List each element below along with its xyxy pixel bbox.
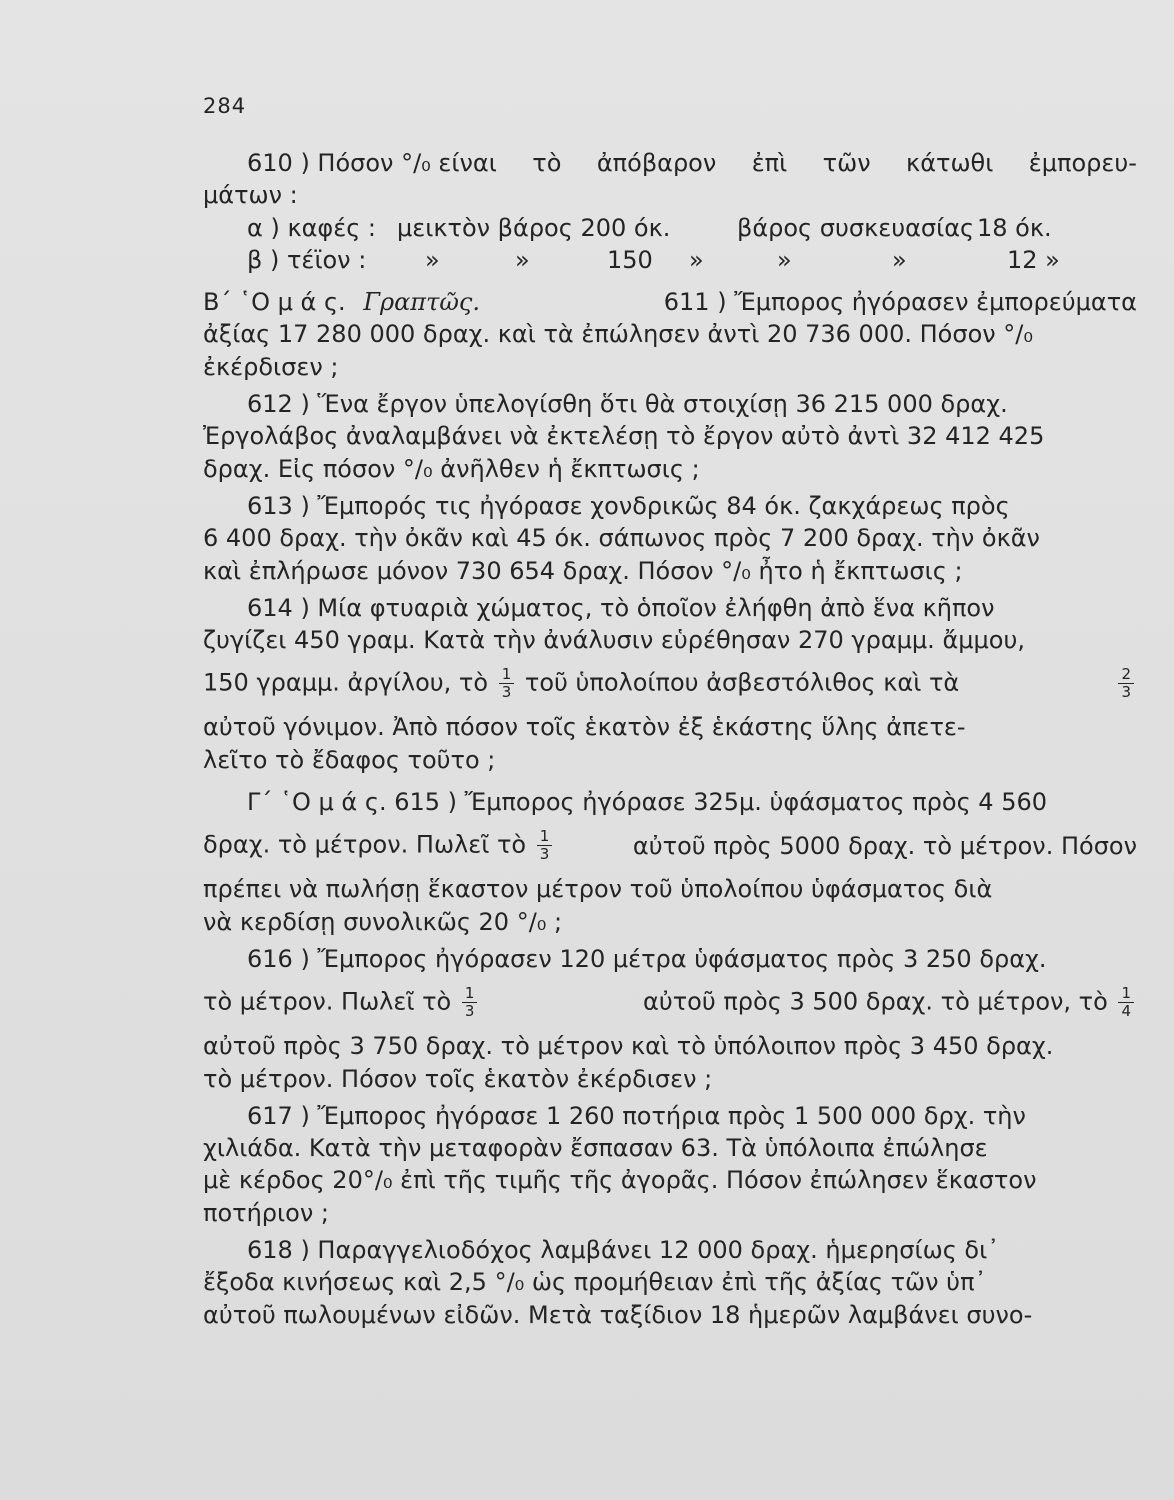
p611-line-2: ἀξίας 17 280 000 δραχ. καὶ τὰ ἐπώλησεν ἀντὶ 20 736 000. Πόσον °/₀ bbox=[203, 320, 1033, 349]
p614-line-4: αὐτοῦ γόνιμον. Ἀπὸ πόσον τοῖς ἑκατὸν ἐξ ἑκάστης ὕλης ἀπετε- bbox=[203, 713, 966, 742]
page-number: 284 bbox=[203, 94, 247, 118]
group-b-mode: Γραπτῶς. bbox=[363, 288, 480, 317]
fraction-one-third: $\frac{1}{3}$ bbox=[499, 666, 515, 701]
p616-line-3: αὐτοῦ πρὸς 3 750 δραχ. τὸ μέτρον καὶ τὸ ὑπόλοιπον πρὸς 3 450 δραχ. bbox=[203, 1032, 1054, 1061]
p614-line-1: 614 ) Μία φτυαριὰ χώματος, τὸ ὁποῖον ἐλήφθη ἀπὸ ἕνα κῆπον bbox=[247, 593, 995, 622]
fraction-one-quarter: $\frac{1}{4}$ bbox=[1118, 985, 1134, 1020]
group-c-line-3: πρέπει νὰ πωλήσῃ ἕκαστον μέτρον τοῦ ὑπολοίπου ὑφάσματος διὰ bbox=[203, 875, 993, 904]
p613-line-2: 6 400 δραχ. τὴν ὀκᾶν καὶ 45 όκ. σάπωνος πρὸς 7 200 δραχ. τὴν ὀκᾶν bbox=[203, 524, 1040, 553]
p617-line-4: ποτήριον ; bbox=[203, 1198, 329, 1227]
group-c-line-2: δραχ. τὸ μέτρον. Πωλεῖ τὸ $\frac{1}{3}$ αὐτοῦ πρὸς 5000 δραχ. τὸ μέτρον. Πόσον bbox=[203, 827, 1137, 864]
group-c-line-4: νὰ κερδίσῃ συνολικῶς 20 °/₀ ; bbox=[203, 907, 563, 936]
fraction-one-third: $\frac{1}{3}$ bbox=[537, 828, 553, 863]
p614-line-5: λεῖτο τὸ ἔδαφος τοῦτο ; bbox=[203, 745, 496, 774]
p611-line-3: ἐκέρδισεν ; bbox=[203, 352, 339, 381]
group-b-line-1: Β΄ ῾Ο μ ά ς. Γραπτῶς. 611 ) Ἔμπορος ἠγόρασεν ἐμπορεύματα bbox=[203, 288, 1137, 317]
p612-line-2: Ἐργολάβος ἀναλαμβάνει νὰ ἐκτελέσῃ τὸ ἔργον αὐτὸ ἀντὶ 32 412 425 bbox=[203, 422, 1045, 451]
p612-line-1: 612 ) Ἕνα ἔργον ὑπελογίσθη ὅτι θὰ στοιχίσῃ 36 215 000 δραχ. bbox=[247, 390, 1008, 419]
p614-line-3: 150 γραμμ. ἀργίλου, τὸ $\frac{1}{3}$ τοῦ ὑπολοίπου ἀσβεστόλιθος καὶ τὰ $\frac{2}{3}$ bbox=[203, 656, 1137, 711]
p617-line-3: μὲ κέρδος 20°/₀ ἐπὶ τῆς τιμῆς τῆς ἀγορᾶς. Πόσον ἐπώλησεν ἕκαστον bbox=[203, 1166, 1037, 1195]
p613-line-3: καὶ ἐπλήρωσε μόνον 730 654 δραχ. Πόσον °/₀ ἦτο ἡ ἔκπτωσις ; bbox=[203, 556, 963, 585]
p610-row-b: β ) τέϊον : » » 150 » » » 12 » bbox=[247, 245, 1060, 274]
p610-line-1: 610 ) Πόσον °/₀ είναι τὸ ἀπόβαρον ἐπὶ τῶν κάτωθι ἐμπορευ- bbox=[247, 149, 1137, 177]
fraction-one-third: $\frac{1}{3}$ bbox=[462, 985, 478, 1020]
p610-line-2: μάτων : bbox=[203, 181, 298, 210]
p617-line-2: χιλιάδα. Κατὰ τὴν μεταφορὰν ἔσπασαν 63. Τὰ ὑπόλοιπα ἐπώλησε bbox=[203, 1134, 988, 1163]
p616-line-2: τὸ μέτρον. Πωλεῖ τὸ $\frac{1}{3}$ αὐτοῦ πρὸς 3 500 δραχ. τὸ μέτρον, τὸ $\frac{1}{4}$ bbox=[203, 975, 1137, 1030]
p616-line-4: τὸ μέτρον. Πόσον τοῖς ἑκατὸν ἐκέρδισεν ; bbox=[203, 1064, 713, 1093]
group-b-heading: Β΄ ῾Ο μ ά ς. bbox=[203, 288, 346, 317]
p612-line-3: δραχ. Εἰς πόσον °/₀ ἀνῆλθεν ἡ ἔκπτωσις ; bbox=[203, 454, 700, 483]
fraction-two-thirds: $\frac{2}{3}$ bbox=[1118, 666, 1134, 701]
p614-line-2: ζυγίζει 450 γραμ. Κατὰ τὴν ἀνάλυσιν εὑρέθησαν 270 γραμμ. ἄμμου, bbox=[203, 626, 1025, 655]
page-body bbox=[203, 147, 1137, 1331]
p618-line-2: ἔξοδα κινήσεως καὶ 2,5 °/₀ ὡς προμήθειαν ἐπὶ τῆς ἀξίας τῶν ὑπ᾿ bbox=[203, 1268, 987, 1297]
p613-line-1: 613 ) Ἔμπορός τις ἠγόρασε χονδρικῶς 84 όκ. ζακχάρεως πρὸς bbox=[247, 491, 1010, 520]
p616-line-1: 616 ) Ἔμπορος ἠγόρασεν 120 μέτρα ὑφάσματος πρὸς 3 250 δραχ. bbox=[247, 944, 1047, 973]
p618-line-3: αὐτοῦ πωλουμένων εἰδῶν. Μετὰ ταξίδιον 18 ἡμερῶν λαμβάνει συνο- bbox=[203, 1300, 1033, 1329]
group-c-line-1: Γ΄ ῾Ο μ ά ς. 615 ) Ἔμπορος ἠγόρασε 325μ. ὑφάσματος πρὸς 4 560 bbox=[247, 788, 1048, 817]
p618-line-1: 618 ) Παραγγελιοδόχος λαμβάνει 12 000 δραχ. ἡμερησίως δι᾿ bbox=[247, 1236, 1000, 1265]
p610-row-a: α ) καφές : μεικτὸν βάρος 200 όκ. βάρος συσκευασίας 18 όκ. bbox=[247, 213, 1052, 242]
p617-line-1: 617 ) Ἔμπορος ἠγόρασε 1 260 ποτήρια πρὸς 1 500 000 δρχ. τὴν bbox=[247, 1101, 1026, 1130]
